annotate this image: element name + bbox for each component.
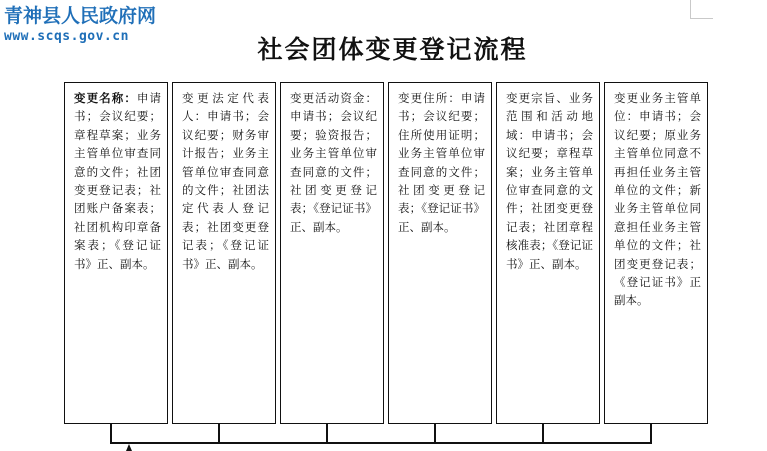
step-box-change-supervisor-unit [604,82,708,424]
box-body: 变更活动资金：申请书；会议纪要；验资报告；业务主管单位审查同意的文件；社团变更登记表；《登记证书》正、副本。 [290,91,377,234]
connector-drop-1 [110,424,112,443]
box-body: 申请书；会议纪要；章程草案；业务主管单位审查同意的文件；社团变更登记表；社团账户备案表；社团机构印章备案表；《登记证书》正、副本。 [74,91,162,271]
box-heading: 变更名称： [74,91,137,105]
box-body: 变更住所：申请书；会议纪要；住所使用证明；业务主管单位审查同意的文件；社团变更登记表；《登记证书》正、副本。 [398,91,485,234]
connector-bus-line [110,442,652,444]
connector-drop-4 [434,424,436,443]
step-box-change-legal-representative [172,82,276,424]
watermark-site-name: 青神县人民政府网 [4,5,157,27]
connector-drop-5 [542,424,544,443]
step-box-change-activity-funds [280,82,384,424]
flow-arrow-icon [126,444,132,451]
connector-drop-6 [650,424,652,443]
connector-drop-2 [218,424,220,443]
box-body: 变更业务主管单位：申请书；会议纪要；原业务主管单位同意不再担任业务主管单位的文件；新业务主管单位同意担任业务主管单位的文件；社团变更登记表；《登记证书》正副本。 [614,91,701,308]
step-box-change-name [64,82,168,424]
box-body: 变更法定代表人：申请书；会议纪要；财务审计报告；业务主管单位审查同意的文件；社团法定代表人登记表；社团变更登记表；《登记证书》正、副本。 [182,91,269,271]
step-box-change-purpose-scope [496,82,600,424]
watermark-url: www.scqs.gov.cn [4,28,129,44]
page-title: 社会团体变更登记流程 [257,35,528,64]
page-corner-mark [690,0,713,19]
step-box-change-domicile [388,82,492,424]
box-body: 变更宗旨、业务范围和活动地域：申请书；会议纪要；章程草案；业务主管单位审查同意的文件；社团变更登记表；社团章程核准表；《登记证书》正、副本。 [506,91,593,271]
connector-drop-3 [326,424,328,443]
